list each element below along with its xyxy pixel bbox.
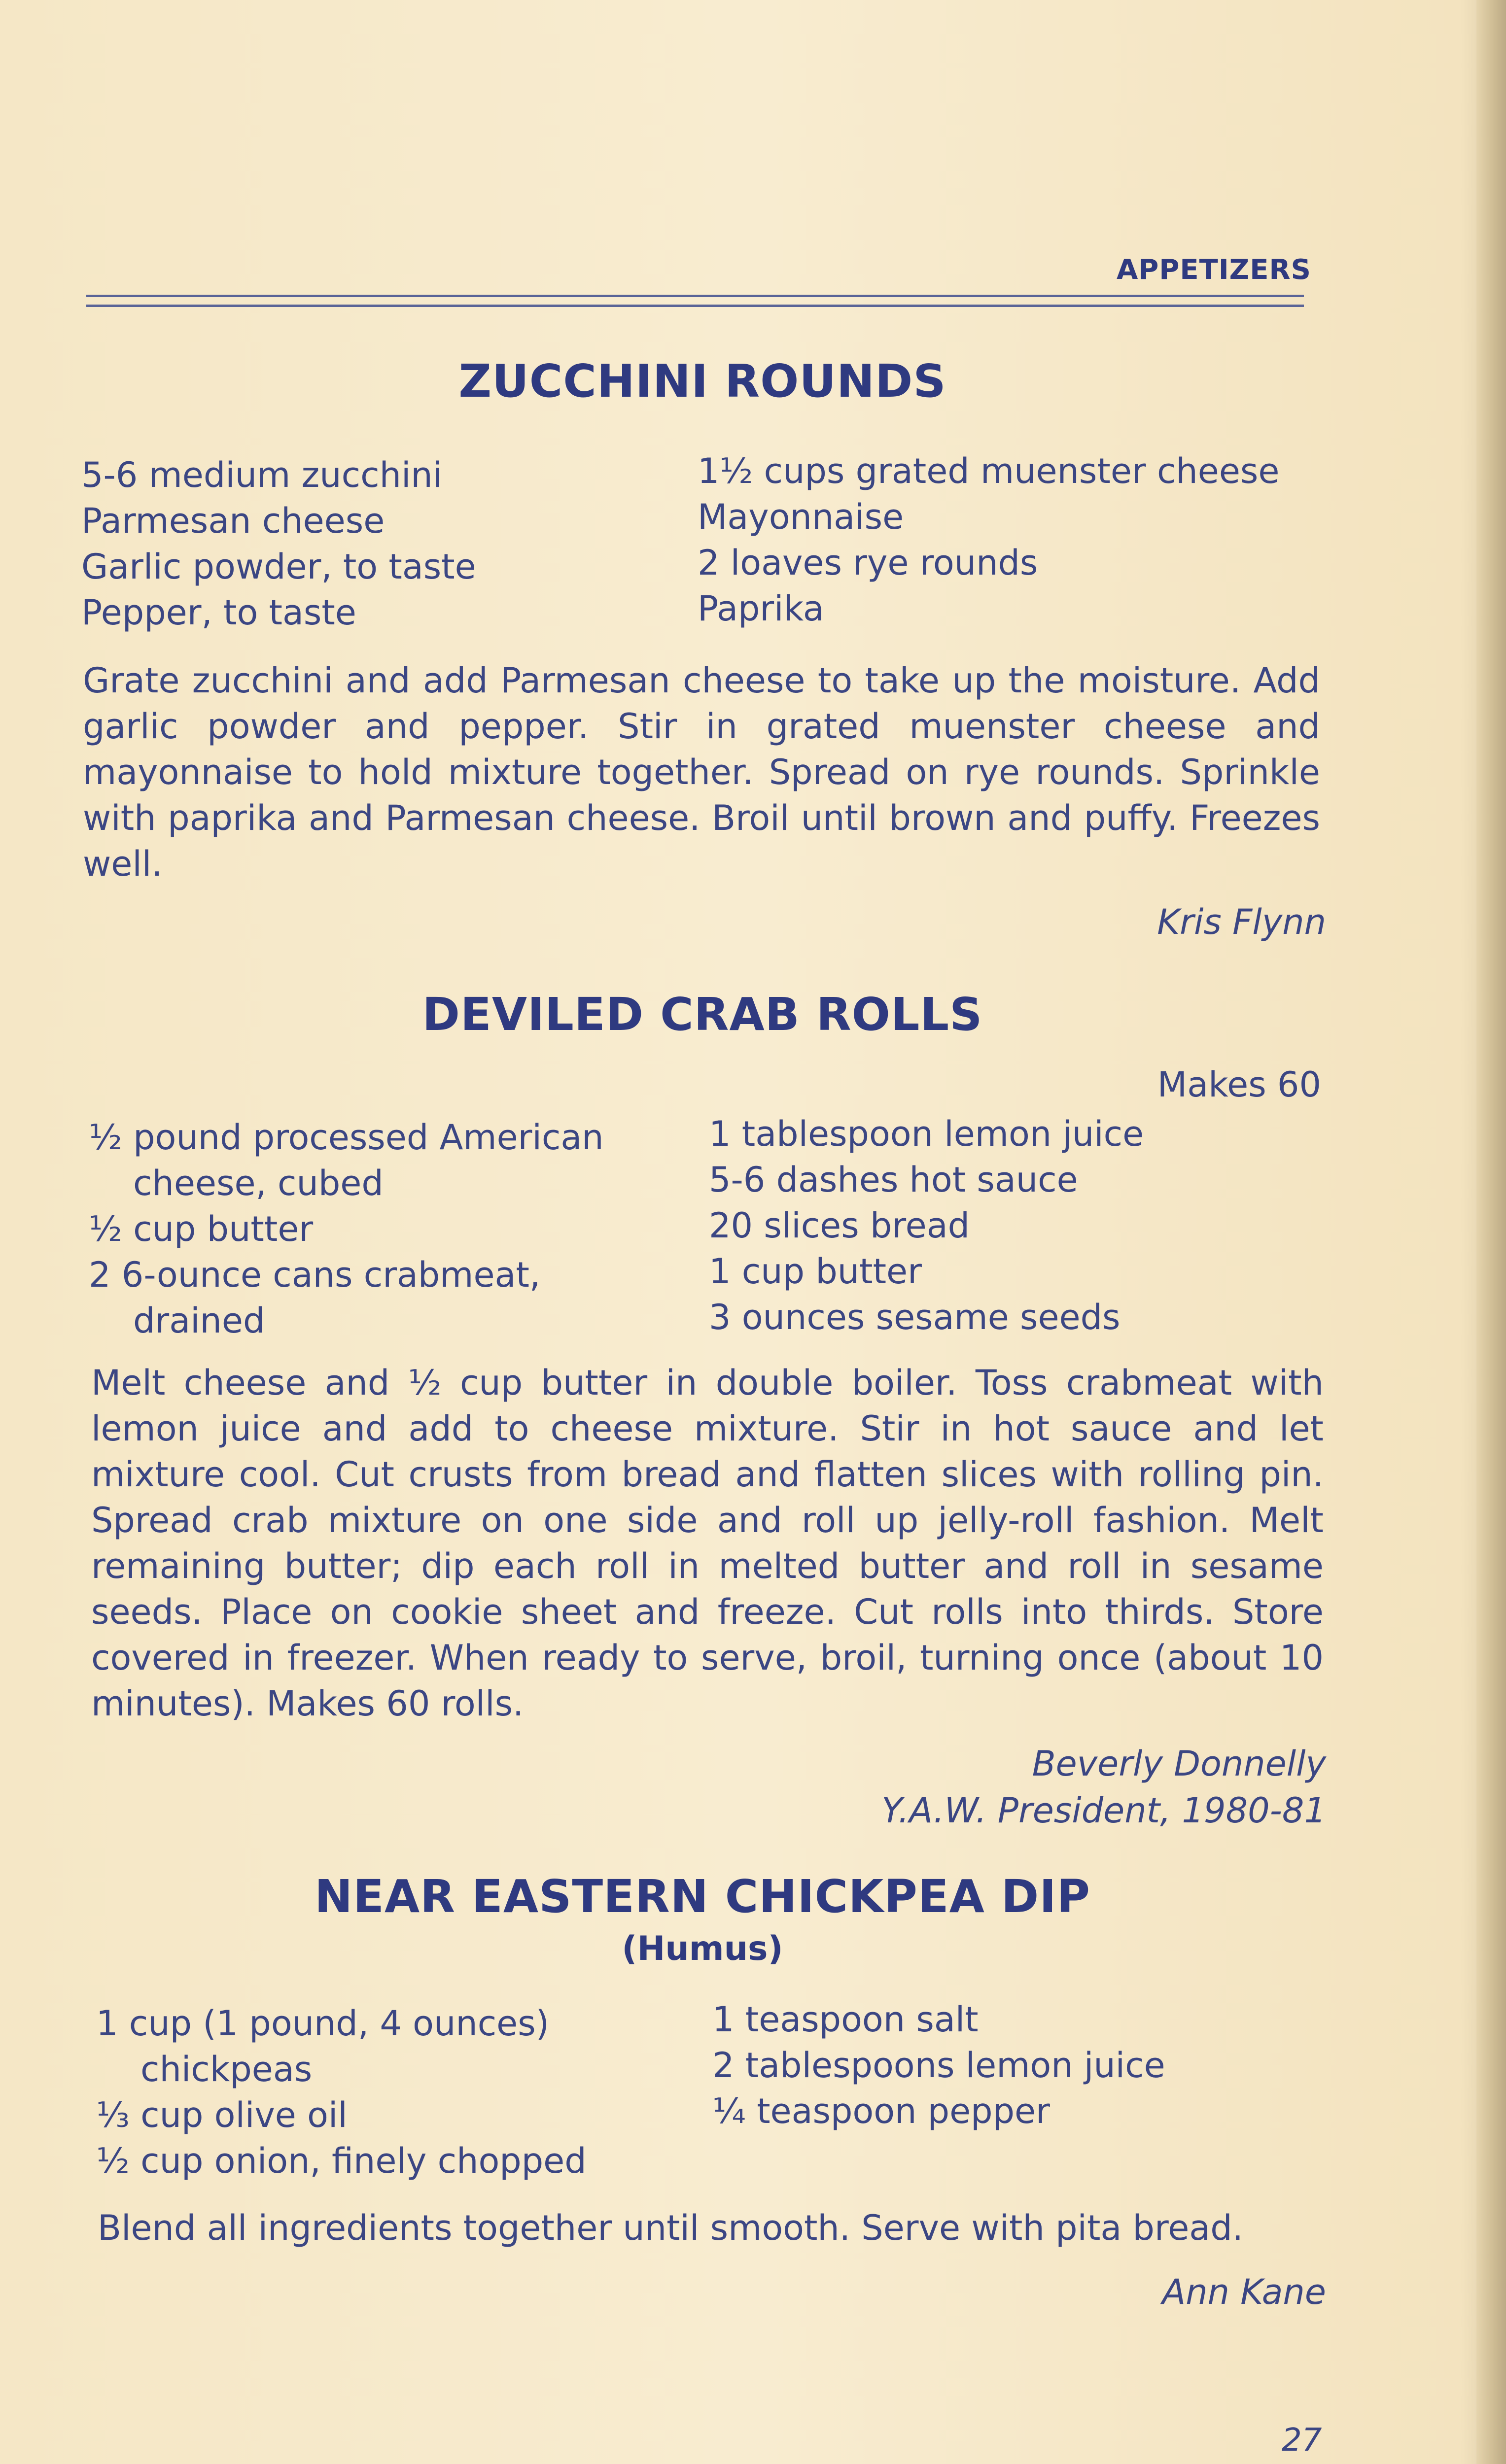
ingredient: 3 ounces sesame seeds <box>709 1297 1121 1337</box>
ingredient: ½ cup onion, finely chopped <box>96 2141 587 2181</box>
ingredient: ½ cup butter <box>89 1209 314 1249</box>
ingredient: Parmesan cheese <box>81 501 385 541</box>
contributor-title-crab-rolls: Y.A.W. President, 1980-81 <box>881 1790 1326 1831</box>
recipe-subtitle-chickpea-dip: (Humus) <box>622 1929 783 1968</box>
directions-chickpea-dip: Blend all ingredients together until smooth. Serve with pita bread. <box>98 2208 1243 2248</box>
directions-crab-rolls: Melt cheese and ½ cup butter in double boiler. Toss crabmeat with lemon juice and add to cheese mixture. Stir in hot sauce and let mixture cool. Cut crusts from bread and flatten slices with rolling pin. Spread crab mixture on one side and roll up jelly-roll fashion. Melt remaining butter; dip each roll in melted butter and roll in sesame seeds. Place on cookie sheet and freeze. Cut rolls into thirds. Store covered in freezer. When ready to serve, broil, turning once (about 10 minutes). Makes 60 rolls. <box>91 1363 1324 1724</box>
ingredient: 1 cup butter <box>709 1251 922 1292</box>
ingredient: Paprika <box>698 588 824 629</box>
ingredients-left-chickpea-dip <box>96 2001 587 2184</box>
contributor-crab-rolls: Beverly Donnelly <box>1032 1744 1326 1784</box>
ingredients-right-crab-rolls <box>709 1111 1144 1340</box>
contributor-zucchini: Kris Flynn <box>1157 902 1326 942</box>
ingredients-left-zucchini <box>81 452 476 636</box>
ingredient: 20 slices bread <box>709 1205 970 1246</box>
ingredient: Garlic powder, to taste <box>81 547 476 587</box>
ingredient: 1½ cups grated muenster cheese <box>698 451 1280 491</box>
directions-zucchini: Grate zucchini and add Parmesan cheese to take up the moisture. Add garlic powder and pepper. Stir in grated muenster cheese and mayonnaise to hold mixture together. Spread on rye rounds. Sprinkle with paprika and Parmesan cheese. Broil until brown and puffy. Freezes well. <box>83 660 1320 884</box>
ingredient: ½ pound processed American <box>89 1117 604 1158</box>
ingredient: 2 tablespoons lemon juice <box>712 2045 1165 2086</box>
recipe-yield-crab-rolls: Makes 60 <box>1157 1064 1321 1105</box>
recipe-title-zucchini: ZUCCHINI ROUNDS <box>458 355 946 408</box>
ingredient: Mayonnaise <box>698 497 904 537</box>
ingredient: cheese, cubed <box>133 1163 384 1203</box>
ingredient: Pepper, to taste <box>81 592 356 633</box>
ingredient: ¼ teaspoon pepper <box>712 2091 1050 2131</box>
ingredient: 1 tablespoon lemon juice <box>709 1114 1144 1154</box>
section-header: APPETIZERS <box>1116 254 1311 286</box>
ingredient: 1 teaspoon salt <box>712 1999 979 2040</box>
header-rule-top <box>86 295 1304 297</box>
ingredient: chickpeas <box>140 2049 313 2089</box>
ingredient: ⅓ cup olive oil <box>96 2095 348 2135</box>
recipe-title-chickpea-dip: NEAR EASTERN CHICKPEA DIP <box>315 1870 1090 1923</box>
header-rule-bottom <box>86 305 1304 307</box>
ingredient: drained <box>133 1300 265 1341</box>
ingredient: 5-6 medium zucchini <box>81 455 443 495</box>
ingredient: 2 loaves rye rounds <box>698 543 1038 583</box>
ingredient: 1 cup (1 pound, 4 ounces) <box>96 2003 550 2044</box>
recipe-title-crab-rolls: DEVILED CRAB ROLLS <box>422 988 983 1041</box>
book-spine <box>1476 0 1506 2464</box>
ingredient: 2 6-ounce cans crabmeat, <box>89 1255 541 1295</box>
ingredients-right-zucchini <box>698 448 1279 632</box>
ingredient: 5-6 dashes hot sauce <box>709 1160 1078 1200</box>
ingredients-right-chickpea-dip <box>712 1997 1165 2134</box>
page-number: 27 <box>1282 2422 1322 2459</box>
contributor-chickpea-dip: Ann Kane <box>1162 2272 1326 2312</box>
ingredients-left-crab-rolls <box>89 1115 604 1344</box>
